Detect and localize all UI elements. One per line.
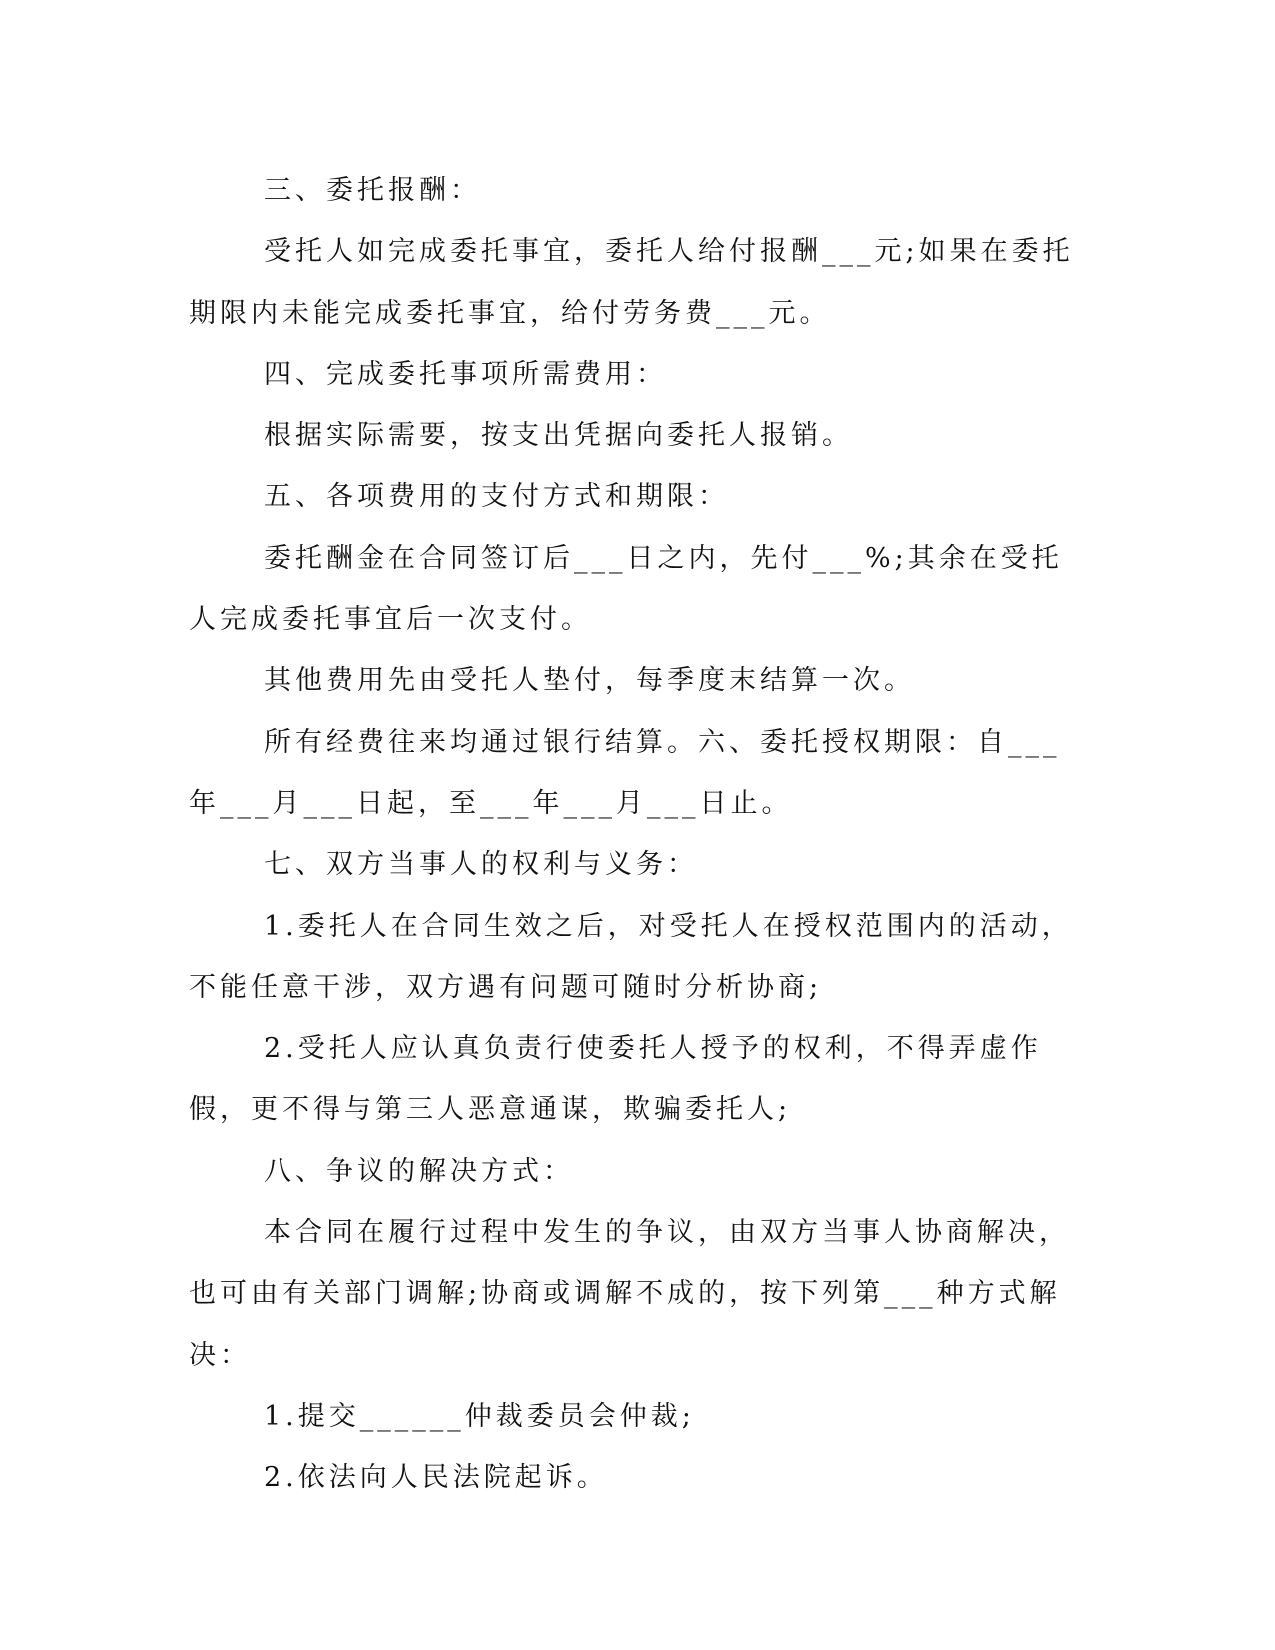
paragraph-disputes: 本合同在履行过程中发生的争议，由双方当事人协商解决，也可由有关部门调解;协商或调解不成的，按下列第___种方式解决： — [189, 1217, 1070, 1371]
paragraph-payment-bank-and-term: 所有经费往来均通过银行结算。六、委托授权期限：自___年___月___日起，至___年___月___日止。 — [189, 726, 1061, 819]
paragraph-payment-fee: 委托酬金在合同签订后___日之内，先付___%;其余在受托人完成委托事宜后一次支付。 — [189, 542, 1063, 636]
paragraph-disputes-option-1: 1.提交______仲裁委员会仲裁; — [264, 1400, 695, 1432]
paragraph-expenses: 根据实际需要，按支出凭据向委托人报销。 — [264, 420, 853, 452]
document-body — [189, 160, 1079, 1509]
section-heading-rights: 七、双方当事人的权利与义务： — [264, 849, 698, 881]
paragraph-disputes-option-2: 2.依法向人民法院起诉。 — [264, 1462, 608, 1494]
paragraph-rights-2: 2.受托人应认真负责行使委托人授予的权利，不得弄虚作假，更不得与第三人恶意通谋，欺骗委托人; — [189, 1033, 1042, 1126]
paragraph-payment-other: 其他费用先由受托人垫付，每季度末结算一次。 — [264, 665, 915, 697]
section-heading-disputes: 八、争议的解决方式： — [264, 1155, 574, 1187]
section-heading-remuneration: 三、委托报酬： — [264, 175, 481, 206]
section-heading-payment: 五、各项费用的支付方式和期限： — [264, 481, 729, 513]
paragraph-rights-1: 1.委托人在合同生效之后，对受托人在授权范围内的活动，不能任意干涉，双方遇有问题可随时分析协商; — [189, 910, 1073, 1003]
paragraph-remuneration: 受托人如完成委托事宜，委托人给付报酬___元;如果在委托期限内未能完成委托事宜，给付劳务费___元。 — [189, 236, 1074, 329]
section-heading-expenses: 四、完成委托事项所需费用： — [264, 358, 667, 390]
